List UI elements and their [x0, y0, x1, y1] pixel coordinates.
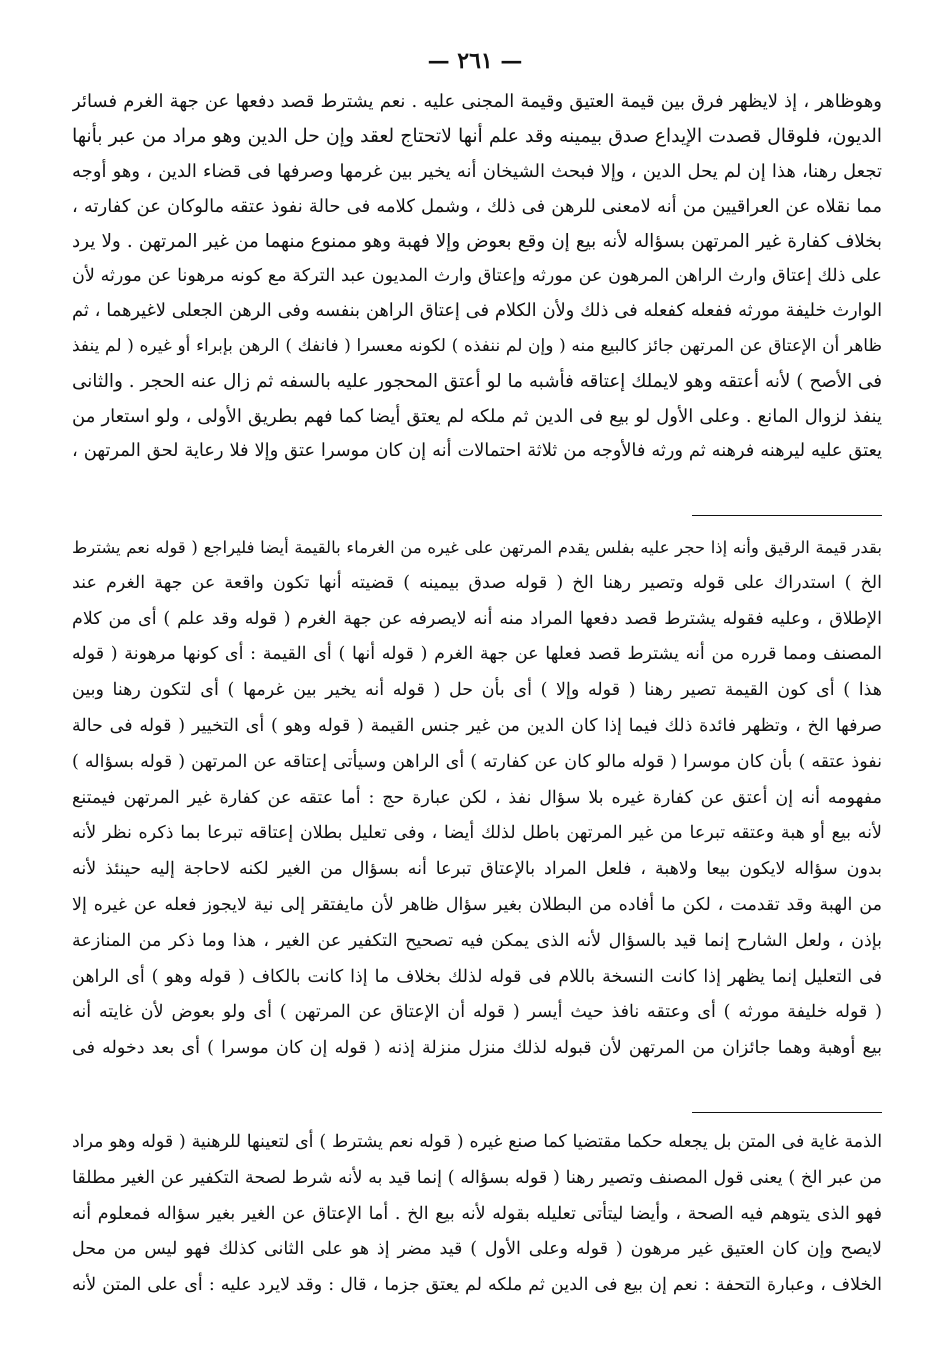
commentary-line: صرفها الخ ، وتظهر فائدة ذلك فيما إذا كان الدين من غير جنس القيمة ( قوله وهو ) أى التخيير ( قوله فى حالة [72, 715, 882, 736]
commentary-block-2 [72, 1125, 882, 1315]
commentary-line: فى التعليل إنما يظهر إذا كانت النسخة باللام فى قوله لذلك بخلاف ما إذا كانت بالكاف ( قوله وهو ) أى الراهن [72, 966, 882, 987]
section-divider [692, 1112, 882, 1113]
main-text-line: الديون، فلوقال قصدت الإيداع صدق بيمينه وقد علم أنها لاتحتاج لعقد وإن حل الدين وهو مراد من عبر بأنها [72, 126, 882, 147]
commentary-line: هذا ) أى كون القيمة تصير رهنا ( قوله وإلا ) أى بأن حل ( قوله أنه يخير بين غرمها ) أى لتكون رهنا وبين [72, 680, 882, 701]
commentary-line: فهو الذى يتوهم فيه الصحة ، وأيضا ليتأتى تعليله بقوله لأنه بيع الخ . أما الإعتاق عن الغير بغير سؤاله فمعلوم أنه [72, 1203, 882, 1224]
main-text-line: بخلاف كفارة غير المرتهن بسؤاله لأنه بيع إن وقع بعوض وإلا فهبة وهو ممنوع منهما من غير المرتهن . ولا يرد [72, 231, 882, 252]
commentary-line: لايصح وإن كان العتيق غير مرهون ( قوله وعلى الأول ) قيد مضر إذ هو على الثانى كذلك فهو ليس من محل [72, 1239, 882, 1260]
section-divider [692, 515, 882, 516]
commentary-line: من عبر الخ ) يعنى قول المصنف وتصير رهنا ( قوله بسؤاله ) إنما قيد به لأنه شرط لصحة التكفير عن الغير مطلقا [72, 1167, 882, 1188]
commentary-line: مفهومه أنه إن أعتق عن كفارة غيره بلا سؤال نفذ ، لكن عبارة حج : أما عتقه عن كفارة غير المرتهن فيمتنع [72, 787, 882, 808]
main-text-line: وهوظاهر ، إذ لايظهر فرق بين قيمة العتيق وقيمة المجنى عليه . نعم يشترط قصد دفعها عن جهة الغرم فسائر [72, 91, 882, 112]
commentary-line: نفوذ عتقه ) بأن كان موسرا ( قوله مالو كان عن كفارته ) أى الراهن وسيأتى إعتاقه عن المرتهن ( قوله بسؤاله ) [72, 751, 882, 772]
commentary-line: الخلاف ، وعبارة التحفة : نعم إن بيع فى الدين ثم ملكه لم يعتق جزما ، قال : وقد لايرد عليه : أى على المتن لأنه [72, 1275, 882, 1296]
commentary-line: الإطلاق ، وعليه فقوله يشترط قصد دفعها المراد منه أنه لايصرفه عن جهة الغرم ( قوله وقد علم ) أى من كلام [72, 608, 882, 629]
main-text-line: فى الأصح ) لأنه أعتقه وهو لايملك إعتاقه فأشبه ما لو أعتق المحجور عليه بالسفه ثم زال عنه الحجر . والثانى [72, 371, 882, 392]
main-text-line: يعتق عليه ليرهنه فرهنه ثم ورثه فالأوجه من ثلاثة احتمالات أنه إن كان موسرا عتق وإلا فلا رعاية لحق المرتهن ، [72, 441, 882, 461]
commentary-block-1 [72, 530, 882, 1105]
commentary-line: لأنه بيع أو هبة وعتقه تبرعا من غير المرتهن باطل لذلك أيضا ، وفى تعليل بطلان إعتاقه تبرعا بما ذكره نظر لأنه [72, 823, 882, 844]
commentary-line: بيع أوهبة وهما جائزان من المرتهن لأن قبوله لذلك منزل منزلة إذنه ( قوله إن كان موسرا ) أى بعد دخوله فى [72, 1038, 882, 1059]
commentary-line: بقدر قيمة الرقيق وأنه إذا حجر عليه بفلس يقدم المرتهن على غيره من الغرماء بالقيمة أيضا فليراجع ( قوله نعم يشترط [72, 538, 882, 557]
main-text-line: على ذلك إعتاق وارث الراهن المرهون عن مورثه وإعتاق وارث المديون عبد التركة مع كونه مرهونا عن مورثه لأن [72, 266, 882, 286]
page-number: — ٢٦١ — [427, 48, 523, 74]
commentary-line: بإذن ، ولعل الشارح إنما قيد بالسؤال لأنه الذى يمكن فيه تصحيح التكفير عن الغير ، هذا وما ذكر من المنازعة [72, 930, 882, 951]
commentary-line: الذمة غاية فى المتن بل يجعله حكما مقتضيا كما صنع غيره ( قوله نعم يشترط ) أى لتعينها للرهنية ( قوله وهو مراد [72, 1132, 882, 1152]
main-text-line: تجعل رهنا، هذا إن لم يحل الدين ، وإلا فبحث الشيخان أنه يخير بين غرمها وصرفها فى قضاء الدين ، وهو أوجه [72, 161, 882, 182]
commentary-line: ( قوله خليفة مورثه ) أى وعتقه نافذ حيث أيسر ( قوله أن الإعتاق عن المرتهن ) أى ولو بعوض لأن غايته أنه [72, 1002, 882, 1023]
main-text-line: ظاهر أن الإعتاق عن المرتهن جائز كالبيع منه ( وإن لم ننفذه ) لكونه معسرا ( فانفك ) الرهن بإبراء أو غيره ( لم ينفذ [72, 336, 882, 356]
commentary-line: من الهبة وقد تقدمت ، لكن ما أفاده من البطلان بغير سؤال ظاهر لأن مايفتقر إلى نية لايجوز فعله عن غيره إلا [72, 894, 882, 915]
commentary-line: المصنف ومما قرره من أنه يشترط قصد فعلها عن جهة الغرم ( قوله أنها ) أى القيمة : أى كونها مرهونة ( قوله [72, 644, 882, 665]
commentary-line: الخ ) استدراك على قوله وتصير رهنا الخ ( قوله صدق بيمينه ) قضيته أنها تكون واقعة عن جهة الغرم عند [72, 572, 882, 593]
main-text-block [72, 84, 882, 504]
main-text-line: مما نقلاه عن العراقيين من أنه لامعنى للرهن فى ذلك ، وشمل كلامه فى حالة نفوذ عتقه مالوكان عن كفارته ، [72, 196, 882, 217]
commentary-line: بدون سؤاله لايكون بيعا ولاهبة ، فلعل المراد بالإعتاق تبرعا أنه بسؤال من الغير لكنه لاحاجة إليه حينئذ لأنه [72, 859, 882, 880]
main-text-line: ينفذ لزوال المانع . وعلى الأول لو بيع فى الدين ثم ملكه لم يعتق أيضا كما فهم بطريق الأولى ، ولو استعار من [72, 406, 882, 427]
main-text-line: الوارث خليفة مورثه ففعله كفعله فى ذلك ولأن الكلام فى إعتاق الراهن بنفسه وفى الرهن الجعلى لاغيرهما ، ثم [72, 301, 882, 321]
